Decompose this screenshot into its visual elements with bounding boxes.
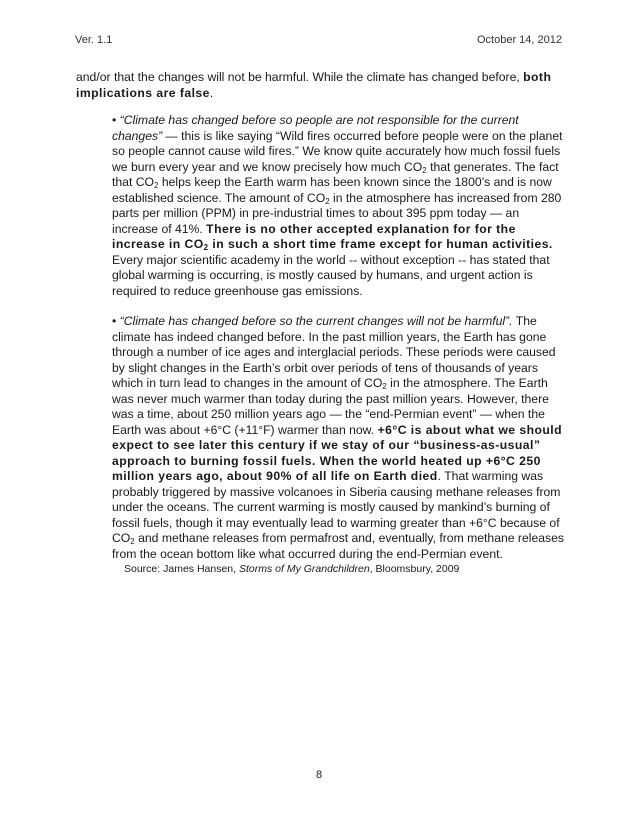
subscript: 2 — [130, 537, 135, 546]
bold-statement: There is no other accepted explanation for for the increase in CO — [112, 221, 516, 251]
intro-period: . — [209, 85, 214, 100]
subscript: 2 — [203, 243, 209, 252]
paragraph-text: Every major scientific academy in the world -- without exception -- has stated that global warming is occurring, is mostly caused by humans, and urgent action is required to reduce greenhouse gas emissions. — [112, 252, 550, 298]
paragraph-text: in the atmosphere has increased from 280 parts per million (PPM) in pre-industrial times to about 395 ppm today — an increase of 41%. — [112, 190, 562, 236]
paragraph-text: The climate has indeed changed before. In the past million years, the Earth has gone through a number of ice ages and interglacial periods. These periods were caused by slight changes in the Earth’s orbit over periods of tens of thousands of years which in turn lead to changes in the amount of CO — [112, 314, 556, 390]
bold-statement: +6°C is about what we should expect to see later this century if we stay of our “business-as-usual” approach to burning fossil fuels. When the world heated up +6°C 250 million years ago, about 90% of all life on Earth died — [112, 422, 562, 483]
intro-emphasis: both implications are false — [76, 70, 552, 100]
bullet-marker: • — [112, 314, 120, 328]
intro-text: and/or that the changes will not be harmful. While the climate has changed before, — [76, 70, 524, 84]
paragraph-text: that generates. The fact that CO — [112, 159, 559, 189]
page-number: 8 — [315, 769, 323, 781]
subscript: 2 — [325, 196, 330, 206]
date-label: October 14, 2012 — [476, 34, 562, 46]
paragraph-text: — this is like saying “Wild fires occurred before people were on the planet so people cannot cause wild fires.” We know quite accurately how much fossil fuels we burn every year and we know precisely how much CO — [112, 128, 563, 174]
bullet-paragraph-responsibility — [112, 113, 564, 299]
subscript: 2 — [154, 181, 159, 190]
source-prefix: Source: James Hansen, — [124, 563, 239, 575]
source-book-title: Storms of My Grandchildren — [238, 563, 370, 575]
bullet-quote: “Climate has changed before so people are not responsible for the current changes” — [112, 113, 519, 143]
subscript: 2 — [422, 165, 427, 175]
bullet-quote: “Climate has changed before so the current changes will not be harmful”. — [119, 314, 513, 328]
paragraph-text: and methane releases from permafrost and, eventually, from methane releases from the ocean bottom like what occurred during the end-Permian event. — [112, 531, 564, 561]
version-label: Ver. 1.1 — [75, 34, 113, 46]
subscript: 2 — [382, 382, 387, 391]
source-citation — [124, 562, 564, 576]
bold-statement: in such a short time frame except for human activities. — [208, 237, 553, 251]
paragraph-text: helps keep the Earth warm has been known since the 1800’s and is now established science. The amount of CO — [112, 175, 552, 205]
intro-paragraph — [76, 70, 564, 101]
paragraph-text: in the atmosphere. The Earth was never much warmer than today during the past million years. However, there was a time, about 250 million years ago — the “end-Permian event” — when the Earth was about +6°C (+11°F) warmer than now. — [112, 376, 549, 437]
body-text — [76, 70, 564, 576]
bullet-paragraph-harm — [112, 314, 564, 562]
bullet-marker: • — [112, 113, 120, 127]
paragraph-text: . That warming was probably triggered by massive volcanoes in Siberia causing methane releases from under the oceans. The current warming is mostly caused by mankind’s burning of fossil fuels, though it may eventually lead to warming greater than +6°C because of CO — [112, 469, 561, 545]
source-suffix: , Bloomsbury, 2009 — [369, 563, 460, 575]
